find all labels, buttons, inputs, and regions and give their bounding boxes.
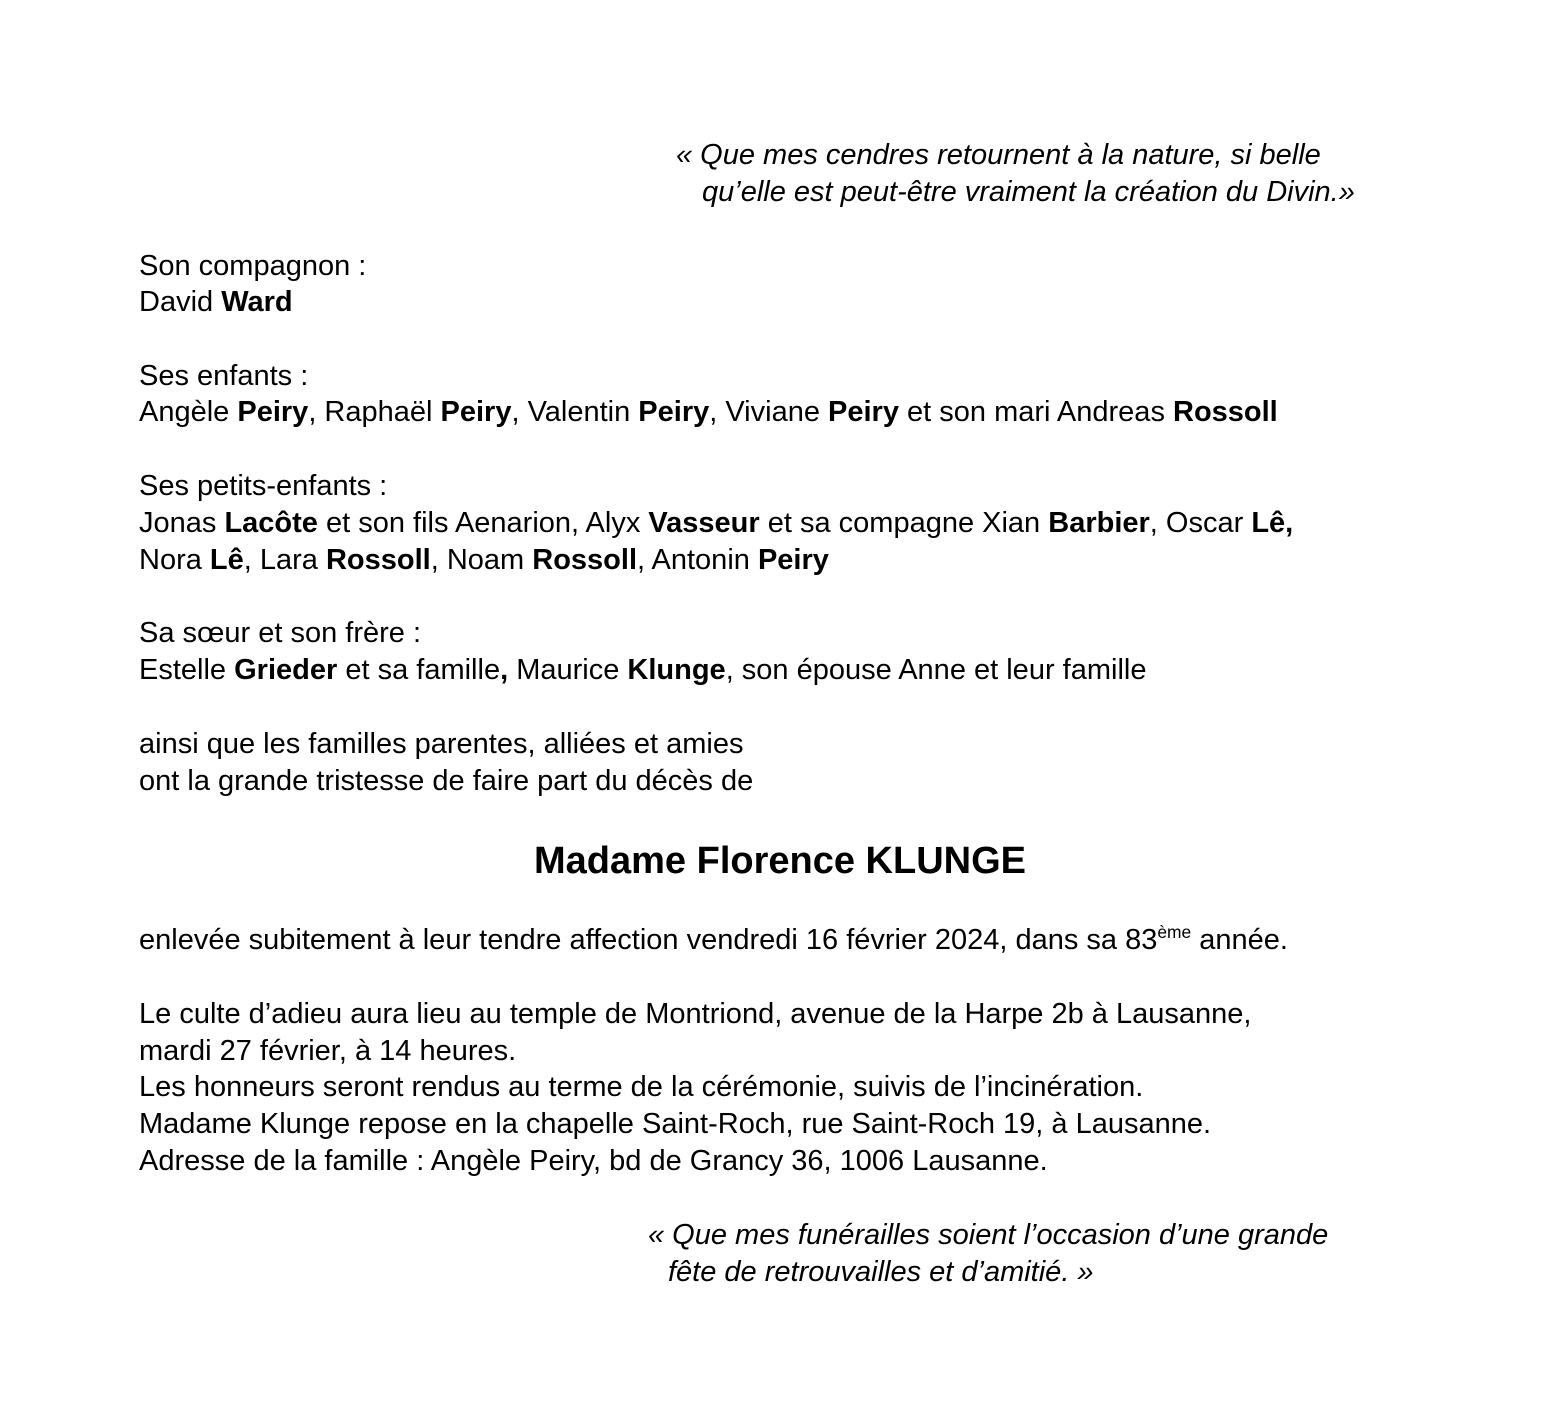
companion-last-name: Ward bbox=[221, 286, 293, 318]
grandchildren-list-line-1 bbox=[139, 505, 1293, 542]
companion-heading: Son compagnon : bbox=[139, 250, 367, 282]
passing-line bbox=[139, 922, 1288, 959]
ceremony-line-3: Les honneurs seront rendus au terme de la cérémonie, suivis de l’incinération. bbox=[139, 1071, 1144, 1103]
children-heading: Ses enfants : bbox=[139, 360, 309, 392]
surname: Peiry bbox=[638, 396, 710, 428]
surname: Peiry bbox=[828, 396, 899, 428]
ceremony-line-5: Adresse de la famille : Angèle Peiry, bd de Grancy 36, 1006 Lausanne. bbox=[139, 1145, 1048, 1177]
grandchildren-list-line-2 bbox=[139, 542, 829, 579]
surname: Lê bbox=[209, 544, 244, 576]
passing-text-end: année. bbox=[1191, 924, 1288, 956]
text-run: et sa famille bbox=[337, 654, 501, 686]
bottom-quote-line-1: « Que mes funérailles soient l’occasion d’une grande bbox=[648, 1219, 1329, 1251]
surname: Vasseur bbox=[648, 507, 760, 539]
deceased-name: Madame Florence KLUNGE bbox=[534, 840, 1026, 882]
text-run: Jonas bbox=[139, 507, 225, 539]
surname: Klunge bbox=[627, 654, 726, 686]
text-run: , Oscar bbox=[1149, 507, 1252, 539]
ceremony-line-2: mardi 27 février, à 14 heures. bbox=[139, 1035, 517, 1067]
companion-name bbox=[139, 284, 293, 321]
surname: Peiry bbox=[440, 396, 512, 428]
siblings-list bbox=[139, 652, 1146, 689]
text-run: Maurice bbox=[508, 654, 628, 686]
passing-text: enlevée subitement à leur tendre affection vendredi 16 février 2024, dans sa 83 bbox=[139, 924, 1158, 956]
families-line-1: ainsi que les familles parentes, alliées et amies bbox=[139, 728, 744, 760]
surname: Lacôte bbox=[224, 507, 318, 539]
text-run: , Antonin bbox=[637, 544, 758, 576]
text-run: et son fils Aenarion, Alyx bbox=[317, 507, 649, 539]
text-run: , Valentin bbox=[511, 396, 639, 428]
top-quote-line-2: qu’elle est peut-être vraiment la création du Divin.» bbox=[702, 176, 1355, 208]
grandchildren-heading: Ses petits-enfants : bbox=[139, 470, 388, 502]
surname: Peiry bbox=[237, 396, 309, 428]
siblings-heading: Sa sœur et son frère : bbox=[139, 617, 422, 649]
text-run: et son mari Andreas bbox=[898, 396, 1173, 428]
text-run: Angèle bbox=[139, 396, 238, 428]
passing-ordinal-suffix: ème bbox=[1157, 922, 1192, 943]
ceremony-line-1: Le culte d’adieu aura lieu au temple de Montriond, avenue de la Harpe 2b à Lausanne, bbox=[139, 998, 1252, 1030]
companion-first-name: David bbox=[139, 286, 222, 318]
surname: Barbier bbox=[1048, 507, 1150, 539]
surname: Rossoll bbox=[532, 544, 638, 576]
text-run: , Lara bbox=[243, 544, 326, 576]
text-run: Estelle bbox=[139, 654, 235, 686]
families-line-2: ont la grande tristesse de faire part du décès de bbox=[139, 765, 754, 797]
text-run: , son épouse Anne et leur famille bbox=[725, 654, 1147, 686]
children-list bbox=[139, 394, 1278, 431]
text-run: et sa compagne Xian bbox=[759, 507, 1049, 539]
text-run: Nora bbox=[139, 544, 210, 576]
ceremony-line-4: Madame Klunge repose en la chapelle Saint-Roch, rue Saint-Roch 19, à Lausanne. bbox=[139, 1108, 1212, 1140]
surname: Peiry bbox=[757, 544, 829, 576]
text-run: , Viviane bbox=[709, 396, 829, 428]
text-run: , Raphaël bbox=[308, 396, 441, 428]
surname: Rossoll bbox=[325, 544, 431, 576]
surname: Lê, bbox=[1251, 507, 1294, 539]
bottom-quote-line-2: fête de retrouvailles et d’amitié. » bbox=[668, 1256, 1094, 1288]
text-run: , Noam bbox=[430, 544, 533, 576]
surname: Grieder bbox=[234, 654, 338, 686]
top-quote-line-1: « Que mes cendres retournent à la nature, si belle bbox=[676, 139, 1321, 171]
surname: Rossoll bbox=[1173, 396, 1278, 428]
surname: , bbox=[500, 654, 509, 686]
